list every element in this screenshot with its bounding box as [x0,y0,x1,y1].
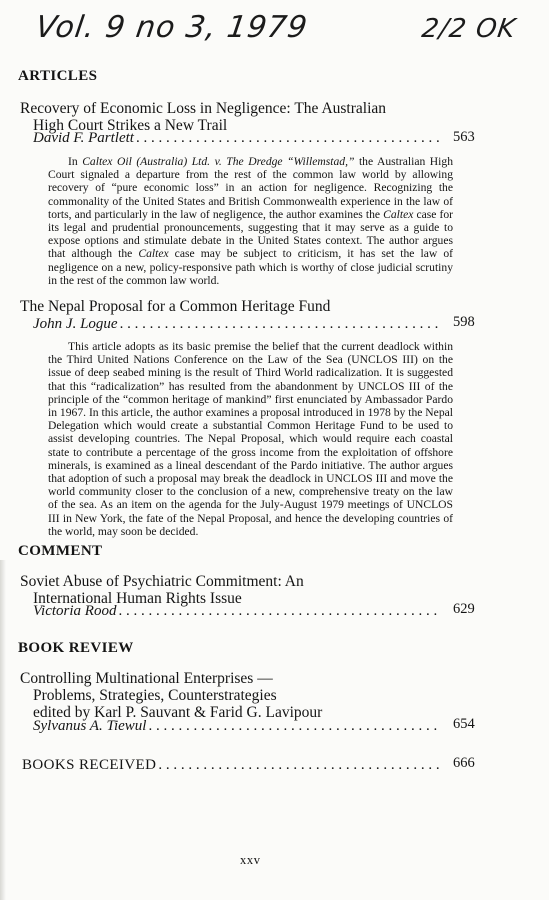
books-received-line[interactable] [22,757,441,774]
entry-title-line: Controlling Multinational Enterprises — [20,670,273,687]
entry-title-line: The Nepal Proposal for a Common Heritage Fund [20,298,331,315]
author-line [33,130,441,147]
leader-dots [156,757,441,774]
page-number: 654 [453,716,475,732]
abstract-text: case may be subject to criticism, it has set the law of negligence on a new, policy-responsive path which is worthy of close judicial scrutiny in the rest of the common law world. [48,247,453,287]
page-number: 666 [453,755,475,771]
handwritten-volume-note: Vol. 9 no 3, 1979 [33,10,311,45]
section-heading-comment: COMMENT [18,543,103,559]
author-name: David F. Partlett [33,130,134,146]
entry-title[interactable] [20,670,322,721]
abstract: This article adopts as its basic premise the belief that the current deadlock within the Third United Nations Conference on the Law of the Sea (UNCLOS III) on the issue of deep seabed mining is the result of Third World radicalization. It is suggested that this “radicalization” has resulted from the abandonment by UNCLOS III of the principle of the “common heritage of mankind” first enunciated by Ambassador Pardo in 1967. In this article, the author examines a proposal introduced in 1978 by the Nepal Delegation which would create a substantial Common Heritage Fund to be used to assist developing countries. The Nepal Proposal, which would require each coastal state to contribute a percentage of the gross income from the exploitation of offshore minerals, is examined as a lineal descendant of the Pardo initiative. The author argues that adoption of such a proposal may break the deadlock in UNCLOS III and move the world community closer to the conclusion of a new, comprehensive treaty on the law of the sea. As an item on the agenda for the July-August 1979 meetings of UNCLOS III in New York, the fate of the Nepal Proposal, and hence the developing countries of the world, may soon be decided. [48,340,453,538]
section-heading-book-review: BOOK REVIEW [18,640,134,656]
case-name: Caltex Oil (Australia) Ltd. v. The Dredge “Willemstad,” [82,155,355,168]
entry-title[interactable] [20,573,304,607]
author-name: Sylvanus A. Tiewul [33,718,147,734]
abstract-text: the Australian High Court signaled a departure from the rest of the common law world by allowing recovery of “pure economic loss” in an action for negligence. Recognizing the commonality of the United States and British Commonwealth experience in the law of torts, and particularly in the law of negligence, the author examines the [48,155,453,221]
case-name: Caltex [383,207,414,221]
abstract-text: case for its legal and prudential pronouncements, suggesting that it may serve as a guide to expose options and stimulate debate in the United States context. The author argues that although the [48,207,454,261]
leader-dots [146,718,441,735]
author-line [33,718,441,735]
handwritten-check-note: 2/2 OK [419,14,518,44]
page-number: 598 [453,314,475,330]
section-heading-books-received: BOOKS RECEIVED [22,757,157,773]
entry-title-line: Problems, Strategies, Counterstrategies [33,687,277,704]
leader-dots [118,316,441,333]
entry-title[interactable] [20,298,330,315]
abstract-text: In [68,155,83,168]
author-name: John J. Logue [33,316,118,332]
folio-page-number: xxv [240,853,261,867]
author-name: Victoria Rood [33,603,117,619]
leader-dots [134,130,441,147]
case-name: Caltex [138,247,169,261]
entry-title-line: Soviet Abuse of Psychiatric Commitment: An [20,573,304,590]
page-number: 563 [453,129,475,145]
leader-dots [116,603,441,620]
scan-edge-shadow [0,560,6,900]
abstract [48,155,453,287]
entry-title-line: International Human Rights Issue [33,590,242,607]
entry-title-line: High Court Strikes a New Trail [33,117,228,134]
entry-title-line: Recovery of Economic Loss in Negligence: The Australian [20,100,387,117]
section-heading-articles: ARTICLES [18,68,98,84]
author-line [33,316,441,333]
author-line [33,603,441,620]
page-number: 629 [453,601,475,617]
entry-title[interactable] [20,100,386,134]
entry-title-line: edited by Karl P. Sauvant & Farid G. Lavipour [33,704,323,721]
